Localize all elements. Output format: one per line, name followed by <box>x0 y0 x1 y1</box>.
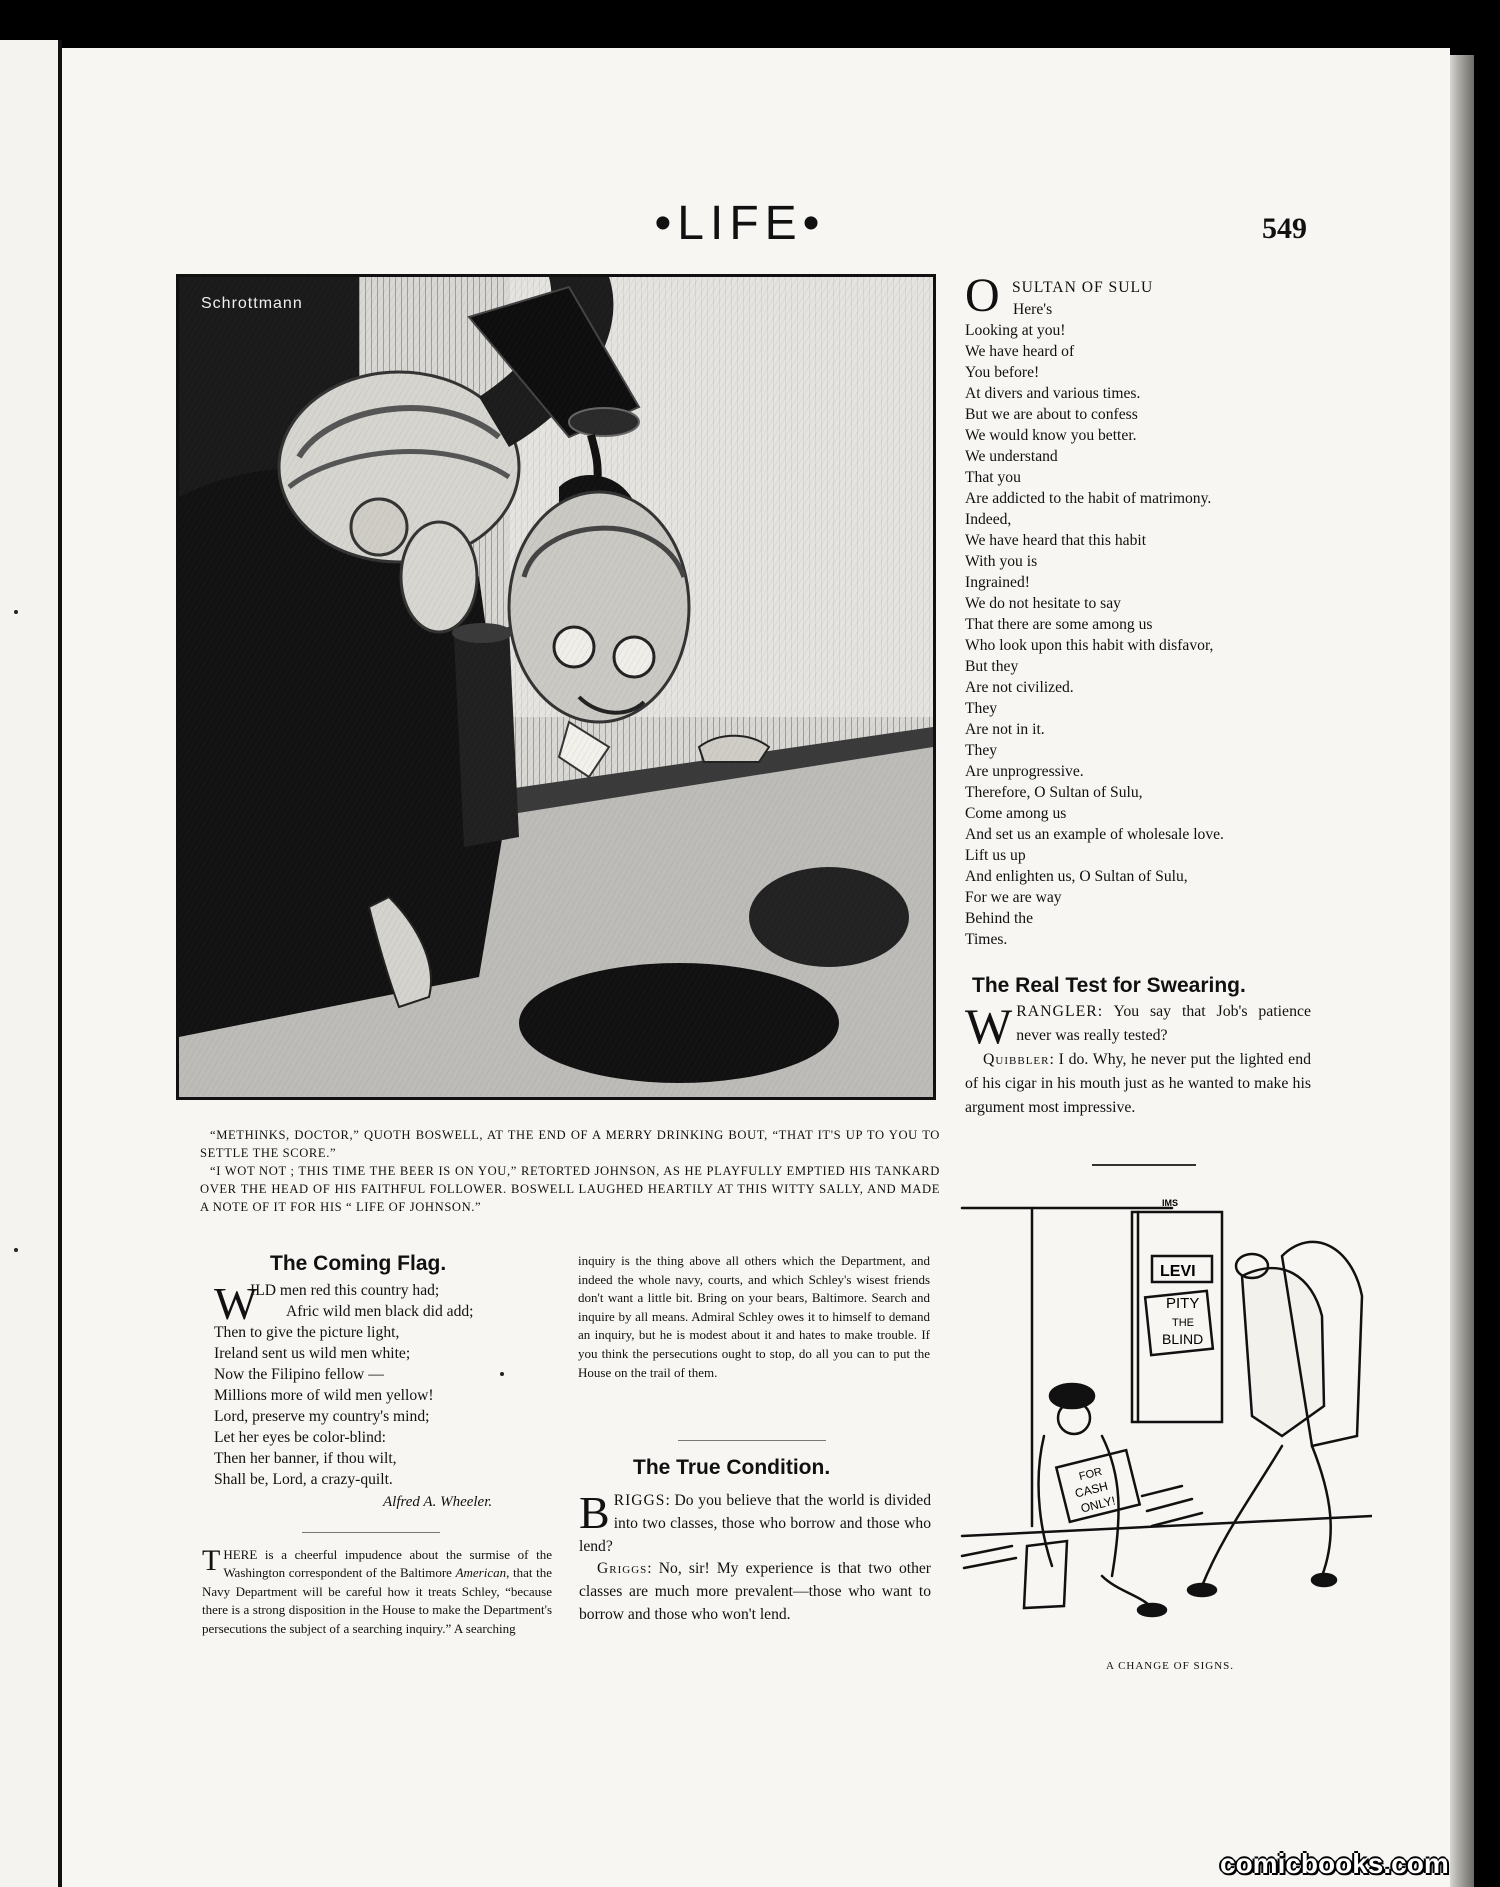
poem-line: Indeed, <box>965 511 1012 528</box>
paragraph-text: , that the Navy Department will be careful how it treats Schley, “because there is a strong disposition in the House to make the Department's persecutions the subject of a searching inquiry.” A searching <box>202 1565 552 1636</box>
dialogue-text: : Do you believe that the world is divided into two classes, those who borrow and those who lend? <box>579 1492 931 1555</box>
newspaper-name: American <box>455 1565 507 1581</box>
poem-author: Alfred A. Wheeler. <box>383 1494 493 1510</box>
poem-line: We have heard that this habit <box>965 532 1147 549</box>
poem-line: That you <box>965 469 1021 486</box>
poem-line: Are unprogressive. <box>965 763 1084 780</box>
poem-line: They <box>965 700 998 717</box>
drop-cap: O <box>965 269 1000 322</box>
drop-cap: W <box>965 998 1013 1054</box>
speaker-name: Quibbler <box>983 1051 1050 1068</box>
speaker-name: RANGLER: <box>1016 1003 1104 1020</box>
coming-flag-poem <box>214 1280 544 1490</box>
sign-text: ONLY! <box>1079 1493 1117 1516</box>
divider <box>1092 1164 1196 1166</box>
poem-line: At divers and various times. <box>965 385 1141 402</box>
poem-line: Then her banner, if thou wilt, <box>214 1450 397 1467</box>
speck <box>14 610 18 614</box>
true-condition-article <box>579 1487 931 1627</box>
poem-line: Now the Filipino fellow — <box>214 1366 384 1383</box>
drop-cap: T <box>202 1544 221 1577</box>
poem-line: You before! <box>965 364 1040 381</box>
divider <box>302 1532 440 1533</box>
sign-text: CASH <box>1073 1478 1110 1501</box>
drop-cap: B <box>579 1487 610 1538</box>
poem-heading: SULTAN OF SULU <box>1012 279 1154 296</box>
poem-line: Who look upon this habit with disfavor, <box>965 637 1214 654</box>
sign-text: PITY <box>1166 1295 1200 1312</box>
poem-line: They <box>965 742 998 759</box>
drop-cap: W <box>214 1278 258 1329</box>
poem-line: Times. <box>965 931 1008 948</box>
poem-line: Lord, preserve my country's mind; <box>214 1408 430 1425</box>
poem-line: We would know you better. <box>965 427 1137 444</box>
sultan-poem <box>965 299 1305 950</box>
poem-line: We have heard of <box>965 343 1075 360</box>
poem-line: Therefore, O Sultan of Sulu, <box>965 784 1143 801</box>
article-title: The Coming Flag. <box>270 1252 447 1275</box>
poem-line: For we are way <box>965 889 1062 906</box>
poem-line: Then to give the picture light, <box>214 1324 400 1341</box>
sign-text: FOR <box>1077 1465 1104 1484</box>
poem-line: Let her eyes be color-blind: <box>214 1429 387 1446</box>
speaker-name: RIGGS <box>613 1492 666 1509</box>
poem-line: But they <box>965 658 1019 675</box>
article-title: The True Condition. <box>633 1456 831 1479</box>
divider <box>678 1440 826 1441</box>
poem-line: ILD men red this country had; <box>250 1282 440 1299</box>
dialogue-text: : No, sir! My experience is that two other classes are much more prevalent—those who want to borrow and those who won't lend. <box>579 1560 931 1623</box>
artist-signature: Schrottmann <box>201 295 303 312</box>
paragraph-text: inquiry is the thing above all others which the Department, and indeed the whole navy, courts, and which Schley's wisest friends don't want a little bit. Bring on your bears, Baltimore. Search and inquire by all means. Admiral Schley owes it to himself to demand an inquiry, but he is modest about it and hates to make trouble. If you think the persecutions ought to stop, do all you can to put the House on the trail of them. <box>578 1253 930 1380</box>
caption-paragraph: “I WOT NOT ; THIS TIME THE BEER IS ON YOU,” RETORTED JOHNSON, AS HE PLAYFULLY EMPTIED HIS TANKARD OVER THE HEAD OF HIS FAITHFUL FOLLOWER. BOSWELL LAUGHED HEARTILY AT THIS WITTY SALLY, AND MADE A NOTE OF IT FOR HIS “ LIFE OF JOHNSON.” <box>200 1164 940 1214</box>
poem-line: But we are about to confess <box>965 406 1138 423</box>
poem-line: Shall be, Lord, a crazy-quilt. <box>214 1471 393 1488</box>
site-watermark: comicbooks.com <box>1220 1848 1449 1879</box>
main-caption <box>200 1126 940 1216</box>
dialogue-text: : I do. Why, he never put the lighted end of his cigar in his mouth just as he wanted to make his argument most impressive. <box>965 1051 1311 1116</box>
article-title: The Real Test for Swearing. <box>972 974 1246 997</box>
dialogue-text: You say that Job's patience never was really tested? <box>1016 1003 1311 1044</box>
main-illustration <box>176 274 936 1100</box>
johnson-boswell-drawing <box>179 277 933 1097</box>
speck <box>14 1248 18 1252</box>
sign-text: BLIND <box>1162 1331 1204 1347</box>
poem-line: Lift us up <box>965 847 1026 864</box>
sign-text: IMS <box>1162 1198 1179 1208</box>
poem-line: Behind the <box>965 910 1033 927</box>
poem-line: Looking at you! <box>965 322 1066 339</box>
real-test-article <box>965 1000 1311 1120</box>
sign-text: THE <box>1172 1317 1194 1329</box>
poem-line: We understand <box>965 448 1058 465</box>
schley-editorial-continued <box>578 1252 930 1382</box>
poem-line: And set us an example of wholesale love. <box>965 826 1224 843</box>
poem-line: Come among us <box>965 805 1067 822</box>
poem-line: That there are some among us <box>965 616 1153 633</box>
page-stack-edge <box>1450 55 1474 1887</box>
poem-line: Ingrained! <box>965 574 1030 591</box>
poem-line: Afric wild men black did add; <box>286 1303 474 1320</box>
speaker-name: Griggs <box>597 1560 648 1578</box>
poem-line: We do not hesitate to say <box>965 595 1121 612</box>
schley-editorial <box>202 1546 552 1638</box>
paragraph-text: HERE is a cheerful impudence about the surmise of the Washington correspondent of the Baltimore <box>223 1547 552 1581</box>
cartoon-caption: A CHANGE OF SIGNS. <box>1105 1660 1235 1672</box>
sign-text: LEVI <box>1160 1263 1196 1280</box>
poem-line: With you is <box>965 553 1038 570</box>
caption-paragraph: “METHINKS, DOCTOR,” QUOTH BOSWELL, AT THE END OF A MERRY DRINKING BOUT, “THAT IT'S UP TO YOU TO SETTLE THE SCORE.” <box>200 1128 940 1160</box>
poem-line: Are not in it. <box>965 721 1045 738</box>
poem-line: Millions more of wild men yellow! <box>214 1387 434 1404</box>
poem-line: And enlighten us, O Sultan of Sulu, <box>965 868 1188 885</box>
change-of-signs-cartoon <box>952 1196 1372 1658</box>
page-number: 549 <box>1262 212 1307 245</box>
poem-line: Ireland sent us wild men white; <box>214 1345 411 1362</box>
poem-line: Are addicted to the habit of matrimony. <box>965 490 1212 507</box>
poem-line: Here's <box>1013 301 1053 318</box>
poem-line: Are not civilized. <box>965 679 1074 696</box>
masthead: •LIFE• <box>654 197 826 250</box>
facing-page-edge <box>0 40 58 1887</box>
